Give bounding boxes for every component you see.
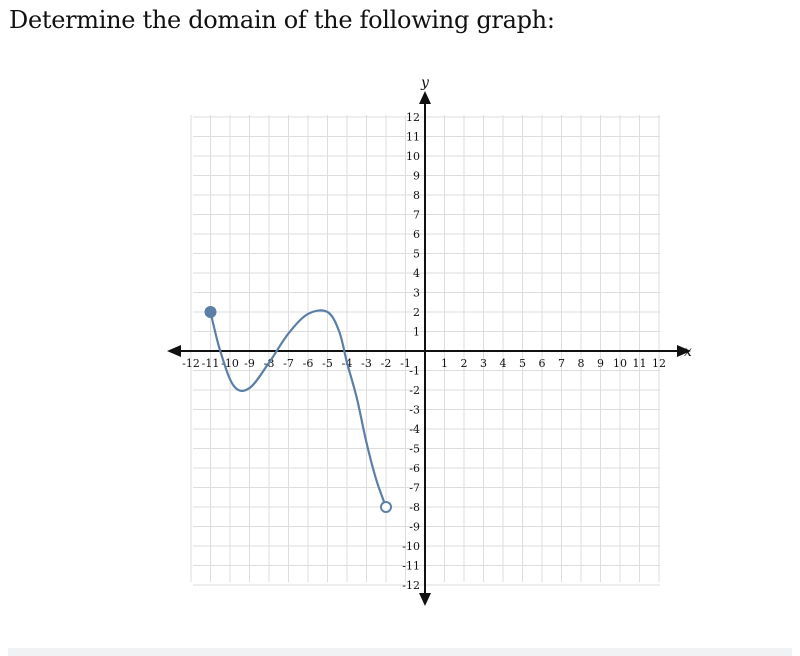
x-tick-label: 7 — [558, 357, 565, 370]
y-tick-label: 3 — [413, 286, 420, 300]
y-tick-label: 8 — [413, 189, 420, 202]
y-tick-label: 7 — [413, 208, 420, 222]
x-axis-label: x — [684, 344, 692, 360]
x-tick-label: 4 — [499, 357, 507, 370]
y-tick-label: -12 — [402, 579, 420, 592]
x-tick-label: 5 — [519, 357, 526, 370]
x-tick-label: -6 — [302, 357, 314, 370]
y-tick-label: -8 — [409, 501, 420, 514]
y-axis-top-arrow — [419, 91, 431, 104]
y-tick-label: -11 — [402, 559, 420, 573]
y-tick-label: 6 — [413, 228, 420, 241]
y-tick-label: -4 — [409, 423, 420, 436]
y-tick-label: -10 — [402, 540, 420, 553]
x-tick-label: 11 — [632, 357, 647, 370]
x-tick-label: 2 — [460, 357, 468, 370]
x-tick-label: -8 — [263, 357, 275, 370]
y-tick-label: 12 — [406, 111, 420, 124]
x-tick-label: 3 — [480, 357, 487, 370]
y-tick-label: 10 — [406, 150, 420, 163]
y-tick-label: 4 — [413, 267, 420, 280]
y-tick-label: -9 — [409, 520, 420, 534]
y-tick-label: 5 — [413, 247, 420, 261]
end-point-open — [381, 502, 391, 512]
x-tick-label: -12 — [182, 357, 200, 370]
x-tick-label: -5 — [322, 357, 333, 370]
question-text: Determine the domain of the following graph: — [9, 6, 555, 34]
x-tick-label: -3 — [361, 357, 372, 370]
y-tick-label: 9 — [413, 169, 420, 183]
function-curve — [211, 310, 387, 507]
y-tick-label: 11 — [406, 130, 420, 144]
y-tick-label: -7 — [409, 481, 420, 495]
y-tick-label: 2 — [413, 306, 420, 319]
x-tick-label: 6 — [538, 357, 546, 370]
x-tick-label: -10 — [221, 357, 239, 370]
y-tick-label: -3 — [409, 403, 420, 417]
y-tick-label: -6 — [409, 462, 420, 475]
x-tick-label: -4 — [341, 357, 353, 370]
y-tick-label: -5 — [409, 442, 420, 456]
x-tick-label: -9 — [244, 357, 255, 370]
x-tick-label: -1 — [400, 357, 411, 370]
x-tick-label: 1 — [441, 357, 448, 370]
y-axis-bottom-arrow — [419, 593, 431, 606]
y-axis-label: y — [421, 75, 429, 91]
y-tick-label: -2 — [409, 384, 420, 397]
y-tick-label: -1 — [409, 364, 420, 378]
x-tick-label: 10 — [613, 357, 627, 370]
x-tick-label: -11 — [201, 357, 220, 370]
x-tick-label: -2 — [380, 357, 392, 370]
footer-divider — [8, 648, 792, 656]
x-tick-label: -7 — [283, 357, 294, 370]
x-tick-label: 12 — [652, 357, 666, 370]
start-point-closed — [206, 307, 216, 317]
x-tick-label: 8 — [577, 357, 585, 370]
x-axis-left-arrow — [167, 345, 181, 357]
y-tick-label: 1 — [413, 325, 420, 339]
x-tick-label: 9 — [597, 357, 604, 370]
